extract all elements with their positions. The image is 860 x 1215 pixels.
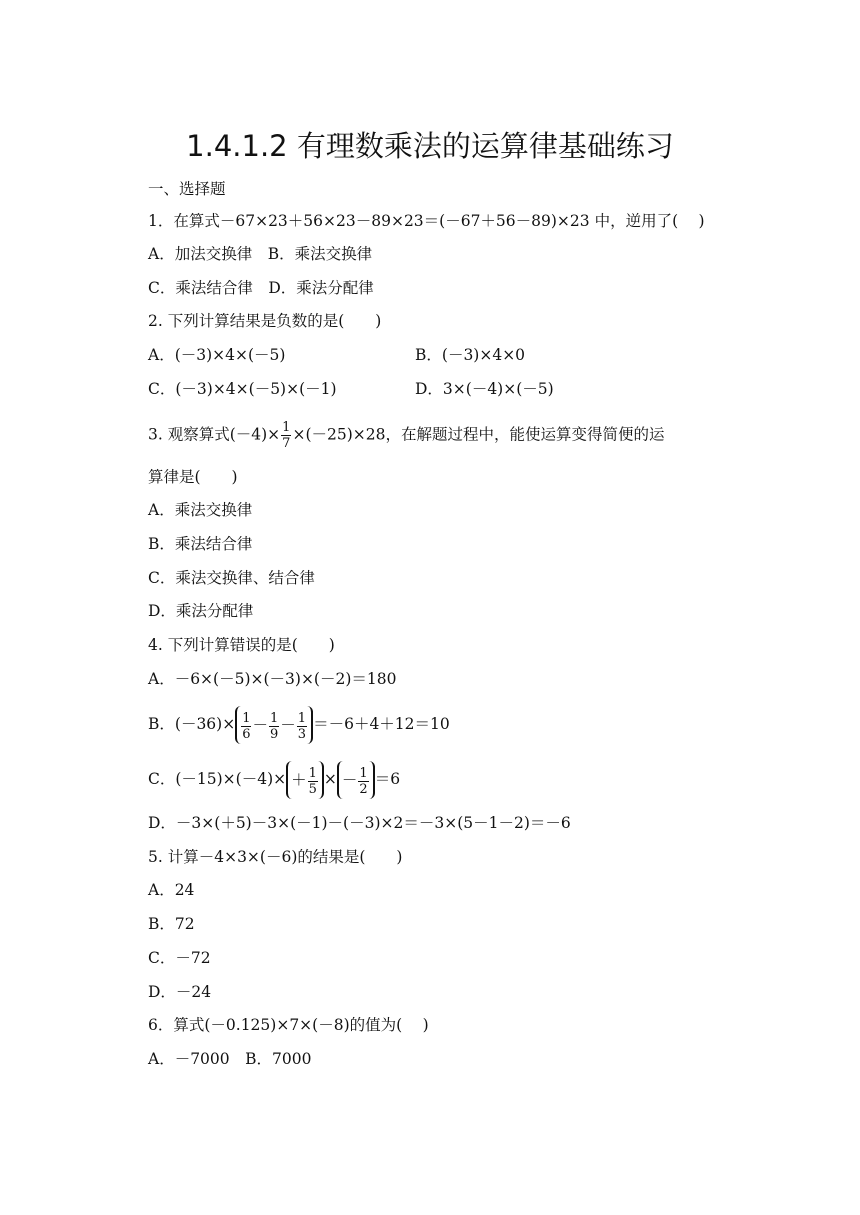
q4b-f3-den: 3 — [297, 726, 307, 742]
q4b-post: ＝－6＋4＋12＝10 — [313, 715, 450, 733]
q4c-f2-den: 2 — [359, 781, 368, 797]
question-3-option-a: A．乘法交换律 — [148, 501, 253, 519]
q3-fraction — [281, 420, 291, 451]
question-4-option-b — [148, 704, 450, 744]
question-2-option-a: A．(－3)×4×(－5) — [148, 346, 286, 364]
q3-frac-num: 1 — [282, 420, 291, 435]
q4c-post: ＝6 — [374, 770, 401, 788]
question-3-option-d: D．乘法分配律 — [148, 602, 254, 620]
q4b-f1-num: 1 — [242, 710, 251, 726]
question-6-options-ab: A．－7000 B．7000 — [148, 1050, 312, 1068]
q3-frac-den: 7 — [282, 436, 291, 451]
question-4-stem: 4. 下列计算错误的是( ) — [148, 636, 335, 654]
question-5-option-b: B．72 — [148, 915, 195, 933]
q4c-pre: C．(－15)×(－4)× — [148, 770, 287, 788]
question-2-option-b: B．(－3)×4×0 — [415, 346, 526, 364]
q4b-f2-num: 1 — [270, 710, 279, 726]
q4b-minus-1: － — [252, 716, 268, 734]
q4c-plus: ＋ — [291, 771, 307, 789]
question-6-stem: 6．算式(－0.125)×7×(－8)的值为( ) — [148, 1016, 429, 1034]
question-2-option-d: D．3×(－4)×(－5) — [415, 380, 554, 398]
q4b-bracket — [235, 706, 313, 744]
q4c-bracket-1 — [286, 761, 324, 799]
question-5-stem: 5. 计算－4×3×(－6)的结果是( ) — [148, 848, 403, 866]
q4b-pre: B．(－36)× — [148, 715, 236, 733]
q3-stem-post: ×(－25)×28，在解题过程中，能使运算变得简便的运 — [292, 425, 665, 444]
q4c-f2-num: 1 — [359, 765, 368, 781]
q4b-f3-num: 1 — [297, 710, 307, 726]
section-heading: 一、选择题 — [148, 180, 226, 198]
q4b-f2-den: 9 — [270, 726, 279, 742]
question-1-options-ab: A．加法交换律 B．乘法交换律 — [148, 245, 373, 263]
q4c-bracket-2 — [337, 761, 375, 799]
question-5-option-d: D．－24 — [148, 983, 212, 1001]
question-2-option-c: C．(－3)×4×(－5)×(－1) — [148, 380, 337, 398]
question-3-stem — [148, 420, 664, 451]
question-2-stem: 2. 下列计算结果是负数的是( ) — [148, 312, 382, 330]
question-3-stem-cont: 算律是( ) — [148, 468, 238, 486]
q4c-f1-den: 5 — [308, 781, 317, 797]
q4c-times: × — [323, 770, 337, 788]
q4c-minus: － — [341, 771, 358, 789]
question-4-option-c — [148, 759, 400, 799]
question-4-option-a: A．－6×(－5)×(－3)×(－2)＝180 — [148, 670, 397, 688]
question-5-option-c: C．－72 — [148, 949, 211, 967]
question-3-option-b: B．乘法结合律 — [148, 535, 253, 553]
q4b-minus-2: － — [280, 716, 296, 734]
q4b-f1-den: 6 — [242, 726, 251, 742]
question-3-option-c: C．乘法交换律、结合律 — [148, 569, 315, 587]
question-1-options-cd: C．乘法结合律 D．乘法分配律 — [148, 279, 374, 297]
page-title: 1.4.1.2 有理数乘法的运算律基础练习 — [186, 129, 674, 163]
question-5-option-a: A．24 — [148, 881, 195, 899]
question-4-option-d: D．－3×(＋5)－3×(－1)－(－3)×2＝－3×(5－1－2)＝－6 — [148, 814, 571, 832]
q3-stem-pre: 3. 观察算式(－4)× — [148, 425, 281, 444]
question-1-stem: 1．在算式－67×23＋56×23－89×23＝(－67＋56－89)×23 中，逆用了( ) — [148, 212, 705, 230]
q4c-f1-num: 1 — [308, 765, 317, 781]
